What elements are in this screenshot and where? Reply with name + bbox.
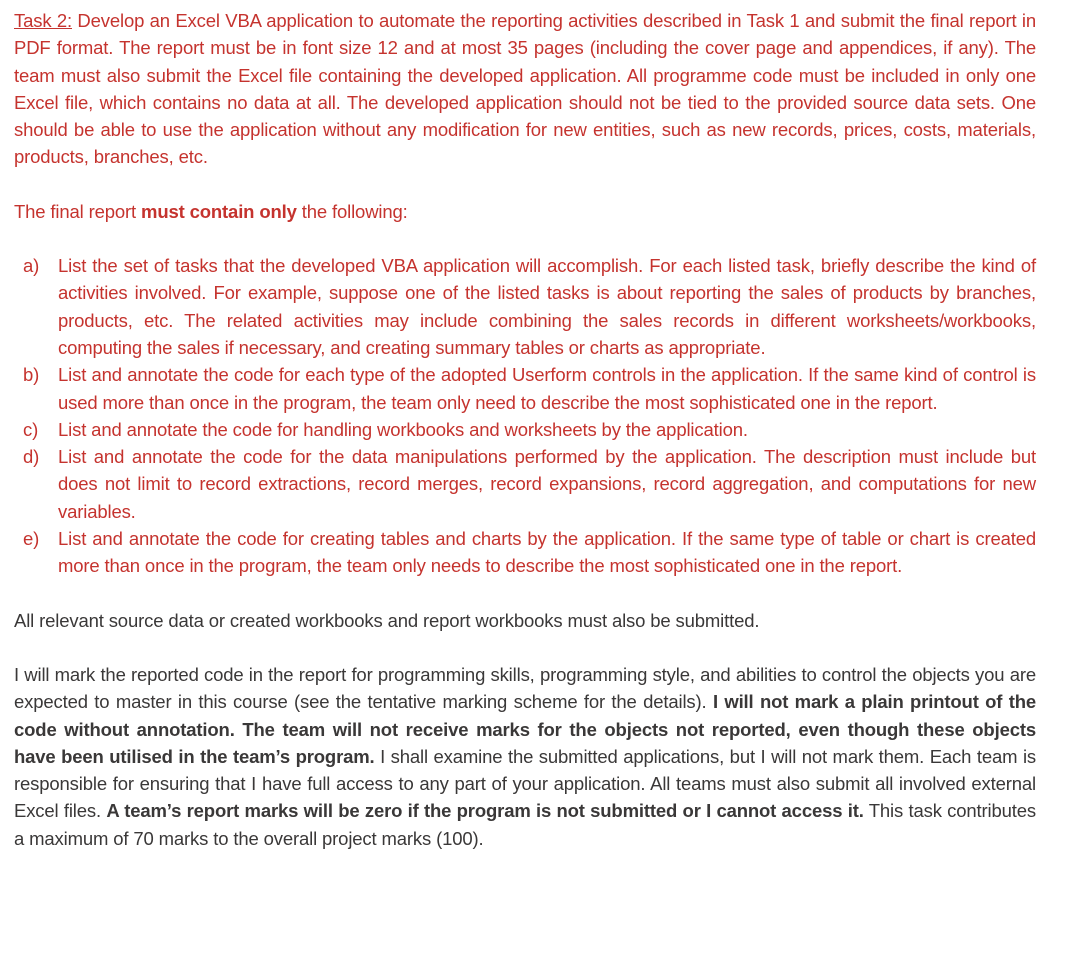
submission-note: All relevant source data or created workbooks and report workbooks must also be submitted. [14,609,760,631]
task2-paragraph [14,7,1036,171]
list-item-e [14,525,1036,580]
intro-pre: The final report [14,200,142,222]
marking-bold2: A team’s report marks will be zero if the program is not submitted or I cannot access it. [106,800,864,822]
list-marker-c: c) [23,418,39,440]
marking-bold1: I will not mark a plain printout of the code without annotation. The team will not receive marks for the objects not reported, even though these objects have been utilised in the team’s program. [14,691,1036,767]
list-item-text-d: List and annotate the code for the data manipulations performed by the application. The description must include but does not limit to record extractions, record merges, record expansions, record aggregation, and computations for new variables. [58,446,1036,522]
list-item-text-b: List and annotate the code for each type of the adopted Userform controls in the application. If the same kind of control is used more than once in the program, the team only need to describe the most sophisticated one in the report. [58,364,1036,413]
marking-run2: I shall examine the submitted applications, but I will not mark them. Each team is responsible for ensuring that I have full access to any part of your application. All teams must also submit all involved external Excel files. [14,745,1037,822]
list-item-d [14,443,1036,525]
list-item-b [14,361,1036,416]
report-requirements-intro [14,198,1036,225]
list-item-a [14,252,1036,361]
task2-body: Develop an Excel VBA application to automate the reporting activities described in Task 1 and submit the final report in PDF format. The report must be in font size 12 and at most 35 pages (including the cover page and appendices, if any). The team must also submit the Excel file containing the developed application. All programme code must be included in only one Excel file, which contains no data at all. The developed application should not be tied to the provided source data sets. One should be able to use the application without any modification for new entities, such as new records, prices, costs, materials, products, branches, etc. [14,10,1036,168]
intro-bold: must contain only [141,200,297,222]
marking-paragraph [14,661,1036,852]
list-item-c [14,416,1036,443]
requirements-list [14,252,1036,580]
intro-post: the following: [296,200,408,222]
marking-run1: I will mark the reported code in the report for programming skills, programming style, and abilities to control the objects you are expected to master in this course (see the tentative marking scheme for the details). [14,663,1036,713]
list-marker-e: e) [23,528,40,550]
list-item-text-a: List the set of tasks that the developed VBA application will accomplish. For each listed task, briefly describe the kind of activities involved. For example, suppose one of the listed tasks is about reporting the sales of products by branches, products, etc. The related activities may include combining the sales records in different worksheets/workbooks, computing the sales if necessary, and creating summary tables or charts as appropriate. [58,255,1036,358]
list-item-text-c: List and annotate the code for handling workbooks and worksheets by the application. [58,418,748,440]
list-marker-d: d) [23,446,40,468]
list-marker-a: a) [23,255,40,277]
marking-run3: This task contributes a maximum of 70 marks to the overall project marks (100). [14,800,1036,849]
list-marker-b: b) [23,364,40,386]
list-item-text-e: List and annotate the code for creating tables and charts by the application. If the same type of table or chart is created more than once in the program, the team only needs to describe the most sophisticated one in the report. [58,528,1036,577]
task2-label: Task 2: [14,10,72,31]
